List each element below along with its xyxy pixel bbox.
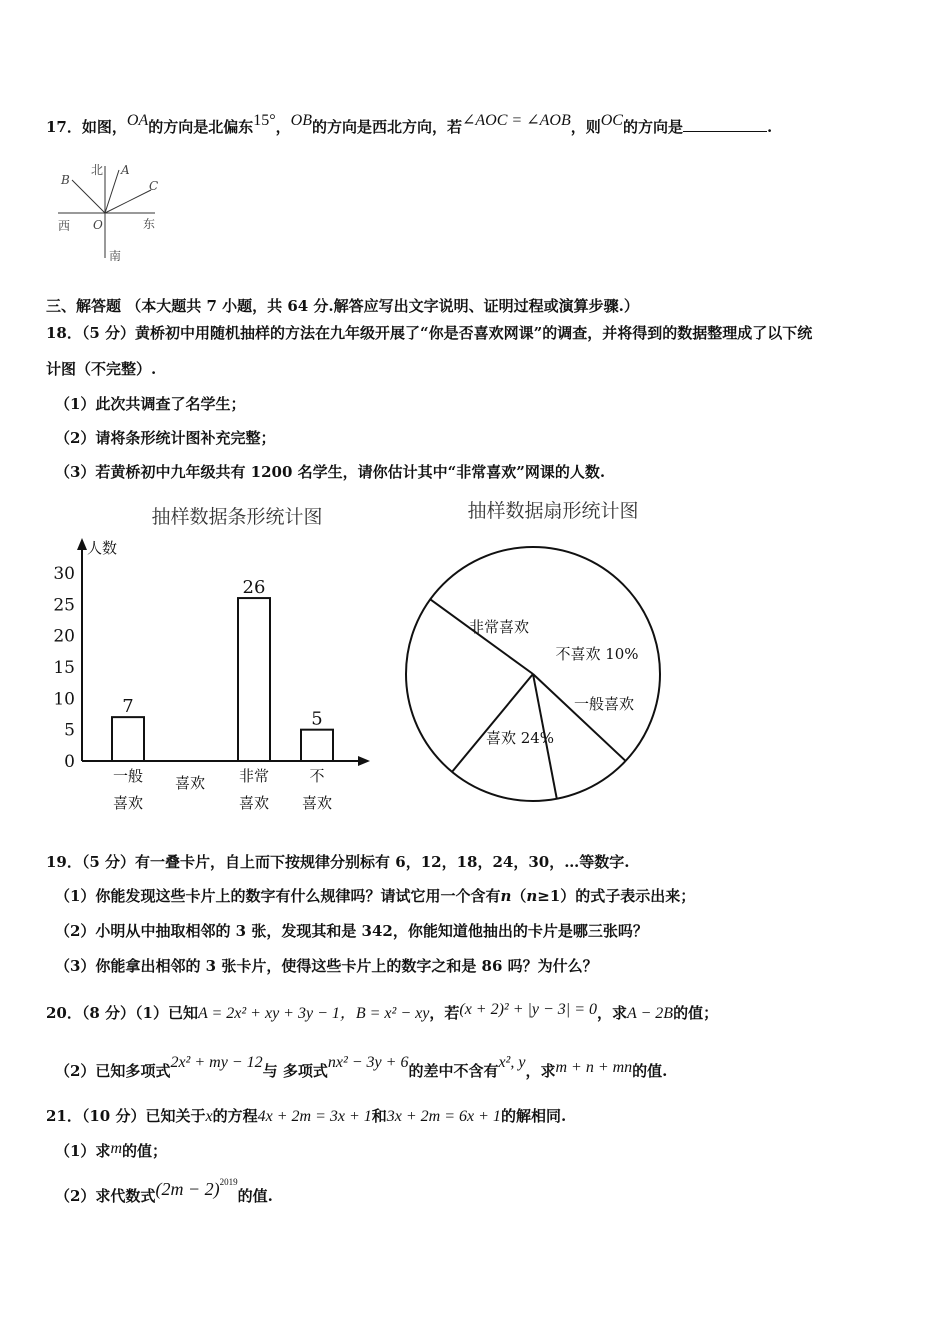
q18-stem-line2: 计图（不完整）.: [46, 360, 157, 378]
q18-part2: （2）请将条形统计图补充完整；: [55, 429, 276, 447]
x-tick-label: 一般: [112, 767, 144, 785]
q20-math-condition: (x + 2)² + |y − 3| = 0: [459, 1001, 597, 1018]
y-tick-label: 30: [53, 564, 75, 584]
fig-label-c: C: [149, 179, 159, 193]
x-tick-label: 不: [309, 767, 325, 785]
bar-value-label: 5: [311, 708, 323, 730]
q17-math-oa: OA: [126, 112, 149, 129]
q17-math-deg: 15°: [253, 112, 276, 129]
q17-line: 17．如图，OA的方向是北偏东15°，OB的方向是西北方向，若∠AOC = ∠AOB，则OC的方向是 .: [46, 112, 773, 136]
fig-label-b: B: [61, 173, 70, 187]
q20-math-vars: x², y: [498, 1054, 526, 1071]
x-tick-label: 喜欢: [238, 794, 270, 812]
q17-math-oc: OC: [600, 112, 623, 129]
fig-label-west: 西: [58, 219, 71, 233]
q19-part2: （2）小明从中抽取相邻的 3 张，发现其和是 342，你能知道他抽出的卡片是哪三张吗？: [55, 922, 648, 940]
bar-value-label: 26: [242, 577, 266, 599]
q21-math-exponent: 2019: [219, 1177, 238, 1187]
x-tick-label: 非常: [238, 767, 270, 785]
section-3-header: 三、解答题 （本大题共 7 小题，共 64 分.解答应写出文字说明、证明过程或演算步骤.）: [46, 297, 639, 315]
q19-math-n2: n: [526, 887, 538, 905]
answer-blank: [683, 117, 767, 132]
q19-stem: 19．（5 分）有一叠卡片，自上而下按规律分别标有 6，12，18，24，30，…等数字.: [46, 853, 630, 871]
bar: [301, 730, 333, 761]
fig-label-east: 东: [143, 217, 156, 231]
bar-chart-title: 抽样数据条形统计图: [151, 506, 323, 528]
q19-math-n: n: [500, 887, 512, 905]
x-tick-label: 喜欢: [301, 794, 333, 812]
bar-chart: [45, 495, 380, 820]
q20-math-mn: m + n + mn: [555, 1059, 633, 1076]
q19-part3: （3）你能拿出相邻的 3 张卡片，使得这些卡片上的数字之和是 86 吗？为什么？: [55, 957, 598, 975]
q21-part1: （1）求m的值；: [55, 1140, 168, 1160]
y-tick-label: 20: [53, 626, 75, 647]
pie-chart: [395, 495, 675, 815]
x-tick-label: 喜欢: [174, 774, 206, 792]
q21-stem: 21．（10 分）已知关于x的方程4x + 2m = 3x + 1和3x + 2m = 6x + 1的解相同.: [46, 1107, 567, 1125]
fig-label-a: A: [121, 163, 130, 177]
q19-part1: （1）你能发现这些卡片上的数字有什么规律吗？请试它用一个含有n（n≥1）的式子表示出来；: [55, 887, 696, 905]
fig-label-south: 南: [109, 249, 122, 263]
q18-part1: （1）此次共调查了名学生；: [55, 395, 246, 413]
q20-math-poly1: 2x² + my − 12: [170, 1054, 263, 1071]
q20-math-expr: A − 2B: [627, 1005, 674, 1022]
q21-math-eq2: 3x + 2m = 6x + 1: [386, 1108, 501, 1125]
y-tick-label: 15: [53, 658, 75, 678]
q21-part2: （2）求代数式$(2m - 2)^{2019}$的值.: [55, 1177, 273, 1205]
pie-slice-label: 不喜欢 10%: [555, 645, 639, 663]
bar-value-label: 7: [122, 696, 134, 718]
q20-part2: （2）已知多项式2x² + my − 12与 多项式nx² − 3y + 6的差中不含有x², y，求m + n + mn的值.: [55, 1054, 668, 1080]
pie-chart-title: 抽样数据扇形统计图: [467, 500, 639, 522]
bar: [112, 717, 144, 761]
fig-label-north: 北: [91, 163, 104, 177]
q21-math-eq1: 4x + 2m = 3x + 1: [257, 1108, 372, 1125]
q20-part1: 20．（8 分）（1）已知A = 2x² + xy + 3y − 1，B = x² − xy，若(x + 2)² + |y − 3| = 0，求A − 2B的值；: [46, 1001, 719, 1022]
q18-part3: （3）若黄桥初中九年级共有 1200 名学生，请你估计其中“非常喜欢”网课的人数.: [55, 463, 606, 481]
y-tick-label: 25: [53, 595, 75, 616]
x-axis-arrow: [358, 756, 370, 766]
pie-slice-label: 喜欢 24%: [485, 729, 555, 747]
bar: [238, 598, 270, 761]
pie-slice-label: 非常喜欢: [468, 618, 530, 636]
y-axis-arrow: [77, 538, 87, 550]
q21-math-expr: (2m − 2): [155, 1179, 220, 1199]
x-tick-label: 喜欢: [112, 794, 144, 812]
pie-slice-label: 一般喜欢: [573, 695, 635, 713]
q17-math-ob: OB: [290, 112, 312, 129]
q17-compass-figure: [55, 158, 165, 266]
q18-stem-line1: 18．（5 分）黄桥初中用随机抽样的方法在九年级开展了“你是否喜欢网课”的调查，并将得到的数据整理成了以下统: [46, 324, 813, 342]
q20-math-ab: A = 2x² + xy + 3y − 1，B = x² − xy: [197, 1005, 430, 1022]
y-tick-label: 10: [53, 689, 75, 710]
fig-label-o: O: [93, 218, 103, 232]
q21-math-x: x: [205, 1108, 213, 1125]
y-tick-label: 5: [64, 720, 75, 741]
q17-math-eq: ∠AOC = ∠AOB: [462, 112, 571, 129]
q20-math-poly2: nx² − 3y + 6: [327, 1054, 409, 1071]
bar-chart-ylabel: 人数: [87, 539, 118, 557]
q21-math-m: m: [110, 1140, 122, 1157]
y-tick-label: 0: [64, 752, 75, 772]
